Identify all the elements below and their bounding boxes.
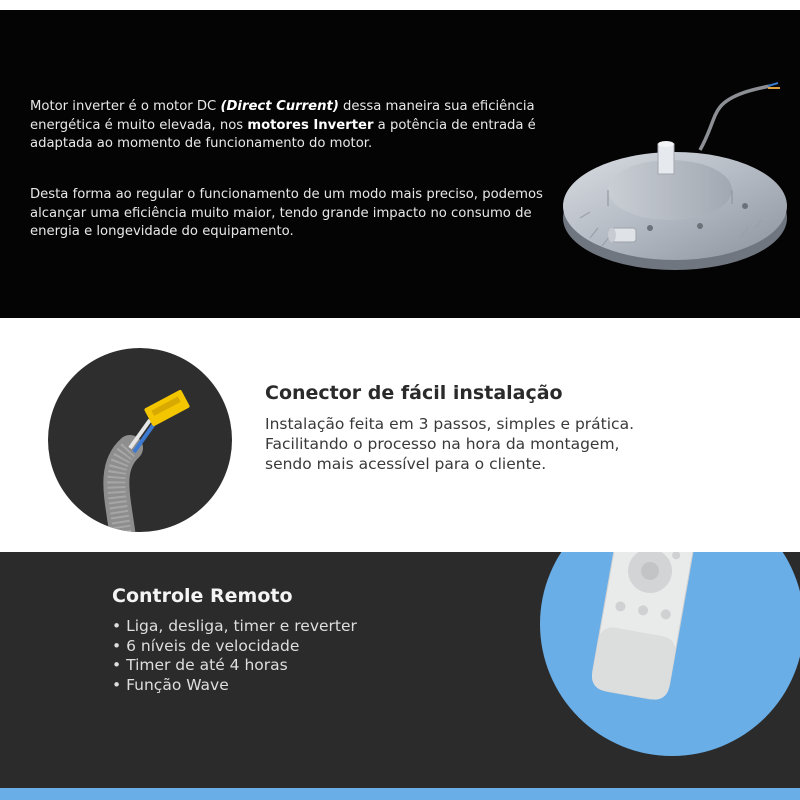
remote-feature-list — [112, 617, 357, 695]
list-item: • Liga, desliga, timer e reverter — [112, 617, 357, 637]
list-item: • Timer de até 4 horas — [112, 656, 357, 676]
bottom-accent-bar — [0, 788, 800, 800]
connector-description — [265, 414, 765, 474]
remote-section — [0, 552, 800, 788]
motor-section — [0, 10, 800, 318]
motor-efficiency-text: Desta forma ao regular o funcionamento de um modo mais preciso, podemos alcançar uma eficiência muito maior, tendo grande impacto no consumo de energia e longevidade do equipamento. — [30, 187, 543, 239]
motor-description: Motor inverter é o motor DC (Direct Current) dessa maneira sua eficiência energética é muito elevada, nos motores Inverter a potência de entrada é adaptada ao momento de funcionamento do motor. — [30, 99, 536, 151]
connector-title: Conector de fácil instalação — [265, 382, 563, 404]
connector-section — [0, 318, 800, 552]
connector-line: sendo mais acessível para o cliente. — [265, 455, 547, 473]
remote-title: Controle Remoto — [112, 585, 293, 607]
motor-image — [550, 78, 800, 278]
connector-line: Facilitando o processo na hora da montagem, — [265, 435, 620, 453]
connector-cable-image — [48, 348, 232, 532]
connector-line: Instalação feita em 3 passos, simples e prática. — [265, 415, 635, 433]
list-item: • 6 níveis de velocidade — [112, 637, 357, 657]
list-item: • Função Wave — [112, 676, 357, 696]
remote-control-image — [540, 552, 800, 762]
